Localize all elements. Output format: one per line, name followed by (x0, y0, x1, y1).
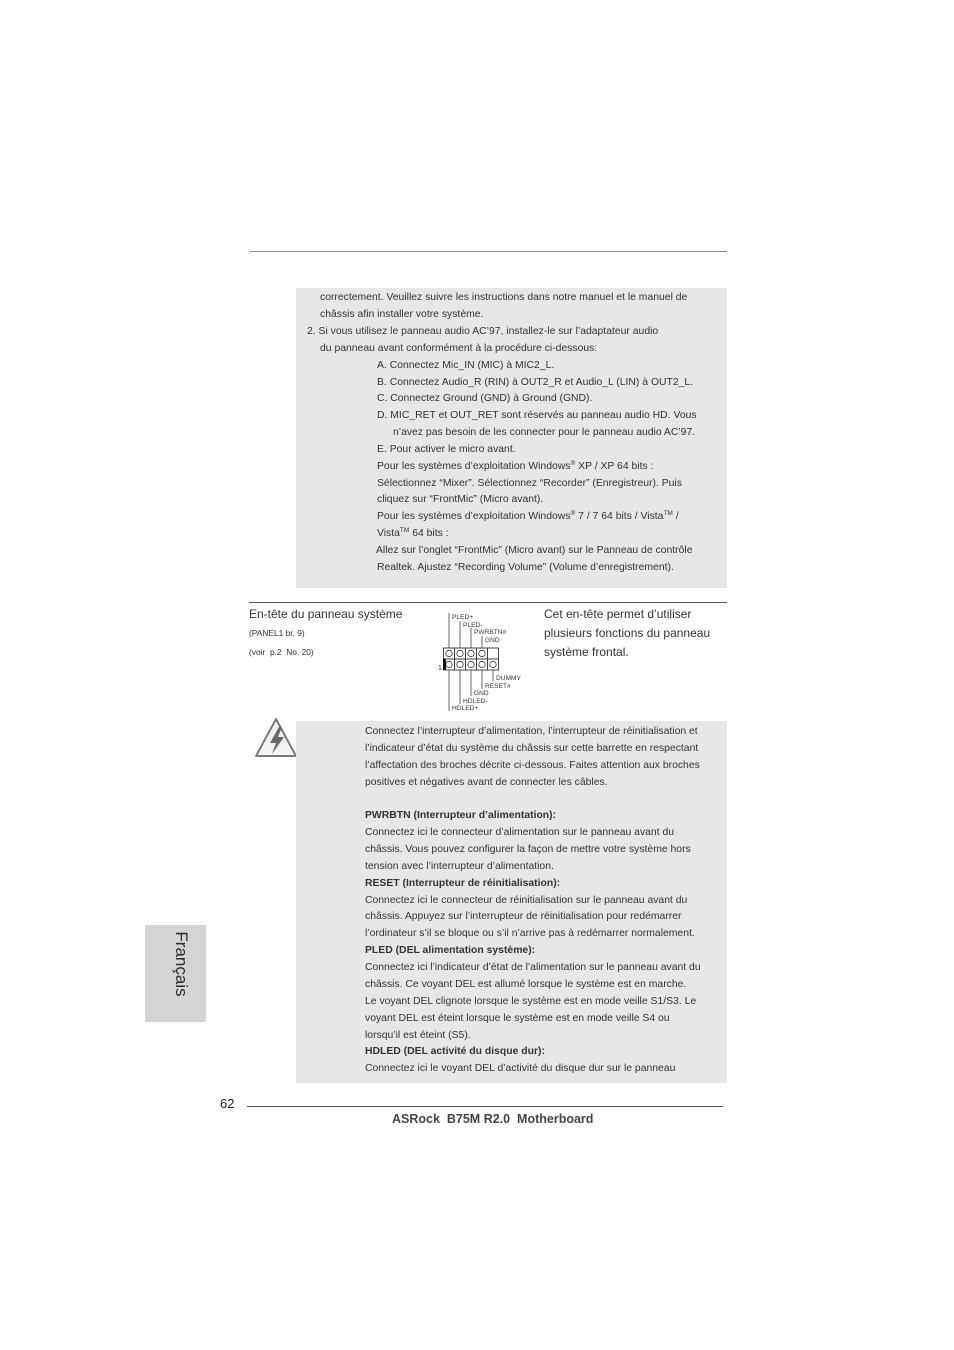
hdled-heading: HDLED (DEL activité du disque dur): (365, 1046, 545, 1057)
audio-step-d-continued: n’avez pas besoin de les connecter pour le panneau audio AC’97. (393, 427, 696, 438)
panel-header-page-ref: (voir p.2 No. 20) (249, 647, 314, 657)
audio-step-d: D. MIC_RET et OUT_RET sont réservés au panneau audio HD. Vous (377, 410, 697, 421)
audio-step-b: B. Connectez Audio_R (RIN) à OUT2_R et Audio_L (LIN) à OUT2_L. (377, 377, 694, 388)
pin-label-dummy: DUMMY (496, 675, 521, 682)
pin-label-gnd: GND (485, 637, 500, 644)
panel-header-description: Cet en-tête permet d’utiliser (544, 607, 692, 621)
pin (490, 661, 496, 667)
pin-label-hdled-plus: HDLED+ (452, 705, 479, 712)
pin-label-pled-plus: PLED+ (452, 614, 474, 621)
pwrbtn-line: châssis. Vous pouvez configurer la façon de mettre votre système hors (365, 844, 691, 855)
trademark-mark: TM (663, 510, 673, 517)
footer-rule (247, 1106, 723, 1107)
warning-intro-line: l’affectation des broches décrite ci-dessous. Faites attention aux broches (365, 760, 700, 771)
pled-line: châssis. Ce voyant DEL est allumé lorsque le système est en marche. (365, 979, 687, 990)
pin1-marker (443, 659, 446, 670)
pled-line: Connectez ici l’indicateur d’état de l’alimentation sur le panneau avant du (365, 962, 701, 973)
pin (468, 661, 474, 667)
xp-instructions-heading (377, 461, 653, 474)
pwrbtn-line: Connectez ici le connecteur d’alimentation sur le panneau avant du (365, 827, 675, 838)
reset-heading: RESET (Interrupteur de réinitialisation): (365, 878, 561, 889)
audio-step-e: E. Pour activer le micro avant. (377, 444, 516, 455)
reset-line: châssis. Appuyez sur l’interrupteur de réinitialisation pour redémarrer (365, 911, 682, 922)
pin (446, 650, 452, 656)
language-tab-label: Français (172, 931, 191, 997)
pin-label-pled-minus: PLED- (463, 622, 483, 629)
pin (479, 650, 485, 656)
xp-instruction-line: cliquez sur “FrontMic” (Micro avant). (377, 494, 544, 505)
pin (468, 650, 474, 656)
pled-line: voyant DEL est éteint lorsque le système est en mode veille S4 ou (365, 1013, 670, 1024)
pwrbtn-line: tension avec l’interrupteur d’alimentation. (365, 861, 554, 872)
panel-header-title: En-tête du panneau système (249, 607, 403, 621)
language-tab[interactable] (145, 925, 206, 1022)
vista-suffix: 64 bits : (409, 528, 449, 539)
warning-icon (254, 716, 298, 760)
win7-heading-text: Pour les systèmes d’exploitation Windows (377, 511, 571, 522)
win7-instructions-heading (377, 511, 679, 524)
pin-label-reset: RESET# (485, 683, 511, 690)
audio-step-c: C. Connectez Ground (GND) à Ground (GND). (377, 393, 593, 404)
pled-line: Le voyant DEL clignote lorsque le système est en mode veille S1/S3. Le (365, 996, 697, 1007)
win7-heading-middle: 7 / 7 64 bits / Vista (575, 511, 664, 522)
registered-mark: ® (570, 510, 576, 517)
audio-intro-line: châssis afin installer votre système. (320, 309, 484, 320)
xp-instruction-line: Sélectionnez “Mixer”. Sélectionnez “Recorder” (Enregistreur). Puis (377, 478, 682, 489)
pin (479, 661, 485, 667)
reset-line: Connectez ici le connecteur de réinitialisation sur le panneau avant du (365, 895, 688, 906)
pled-heading: PLED (DEL alimentation système): (365, 945, 536, 956)
panel1-pin-diagram (436, 608, 528, 716)
product-name: ASRock B75M R2.0 Motherboard (392, 1112, 594, 1126)
pin1-label: 1 (438, 665, 442, 672)
pin (457, 661, 463, 667)
pwrbtn-heading: PWRBTN (Interrupteur d’alimentation): (365, 810, 557, 821)
hdled-line: Connectez ici le voyant DEL d’activité du disque dur sur le panneau (365, 1063, 676, 1074)
audio-intro-line: correctement. Veuillez suivre les instructions dans notre manuel et le manuel de (320, 292, 688, 303)
reset-line: l’ordinateur s’il se bloque ou s’il n’arrive pas à redémarrer normalement. (365, 928, 695, 939)
warning-intro-line: positives et négatives avant de connecter les câbles. (365, 777, 608, 788)
vista-text: Vista (377, 528, 400, 539)
win7-heading-end: / (672, 511, 679, 522)
pled-line: lorsqu’il est éteint (S5). (365, 1030, 471, 1041)
audio-item-2-continued: du panneau avant conformément à la procédure ci-dessous: (320, 343, 598, 354)
pin-socket-empty (488, 648, 499, 659)
win7-instruction-line: Allez sur l’onglet “FrontMic” (Micro avant) sur le Panneau de contrôle (376, 545, 693, 556)
pin-label-gnd: GND (474, 690, 489, 697)
audio-step-a: A. Connectez Mic_IN (MIC) à MIC2_L. (377, 360, 555, 371)
top-rule (250, 251, 727, 252)
xp-heading-text: Pour les systèmes d’exploitation Windows (377, 461, 571, 472)
panel-header-description: système frontal. (544, 645, 629, 659)
pin (457, 650, 463, 656)
xp-heading-suffix: XP / XP 64 bits : (575, 461, 654, 472)
warning-intro-line: Connectez l’interrupteur d’alimentation, l’interrupteur de réinitialisation et (365, 726, 698, 737)
registered-mark: ® (570, 460, 576, 467)
page-number: 62 (220, 1096, 235, 1111)
win7-instructions-heading-continued (377, 528, 449, 541)
pin-label-hdled-minus: HDLED- (463, 698, 488, 705)
pin (446, 661, 452, 667)
panel-header-description: plusieurs fonctions du panneau (544, 626, 711, 640)
section-rule (249, 602, 727, 603)
panel-header-ref: (PANEL1 br. 9) (249, 628, 305, 638)
audio-item-2: 2. Si vous utilisez le panneau audio AC’97, installez-le sur l’adaptateur audio (307, 326, 659, 337)
win7-instruction-line: Realtek. Ajustez “Recording Volume” (Volume d’enregistrement). (377, 562, 674, 573)
warning-intro-line: l’indicateur d’état du système du châssis sur cette barrette en respectant (365, 743, 699, 754)
trademark-mark: TM (399, 527, 410, 534)
pin-label-pwrbtn: PWRBTN# (474, 629, 507, 636)
